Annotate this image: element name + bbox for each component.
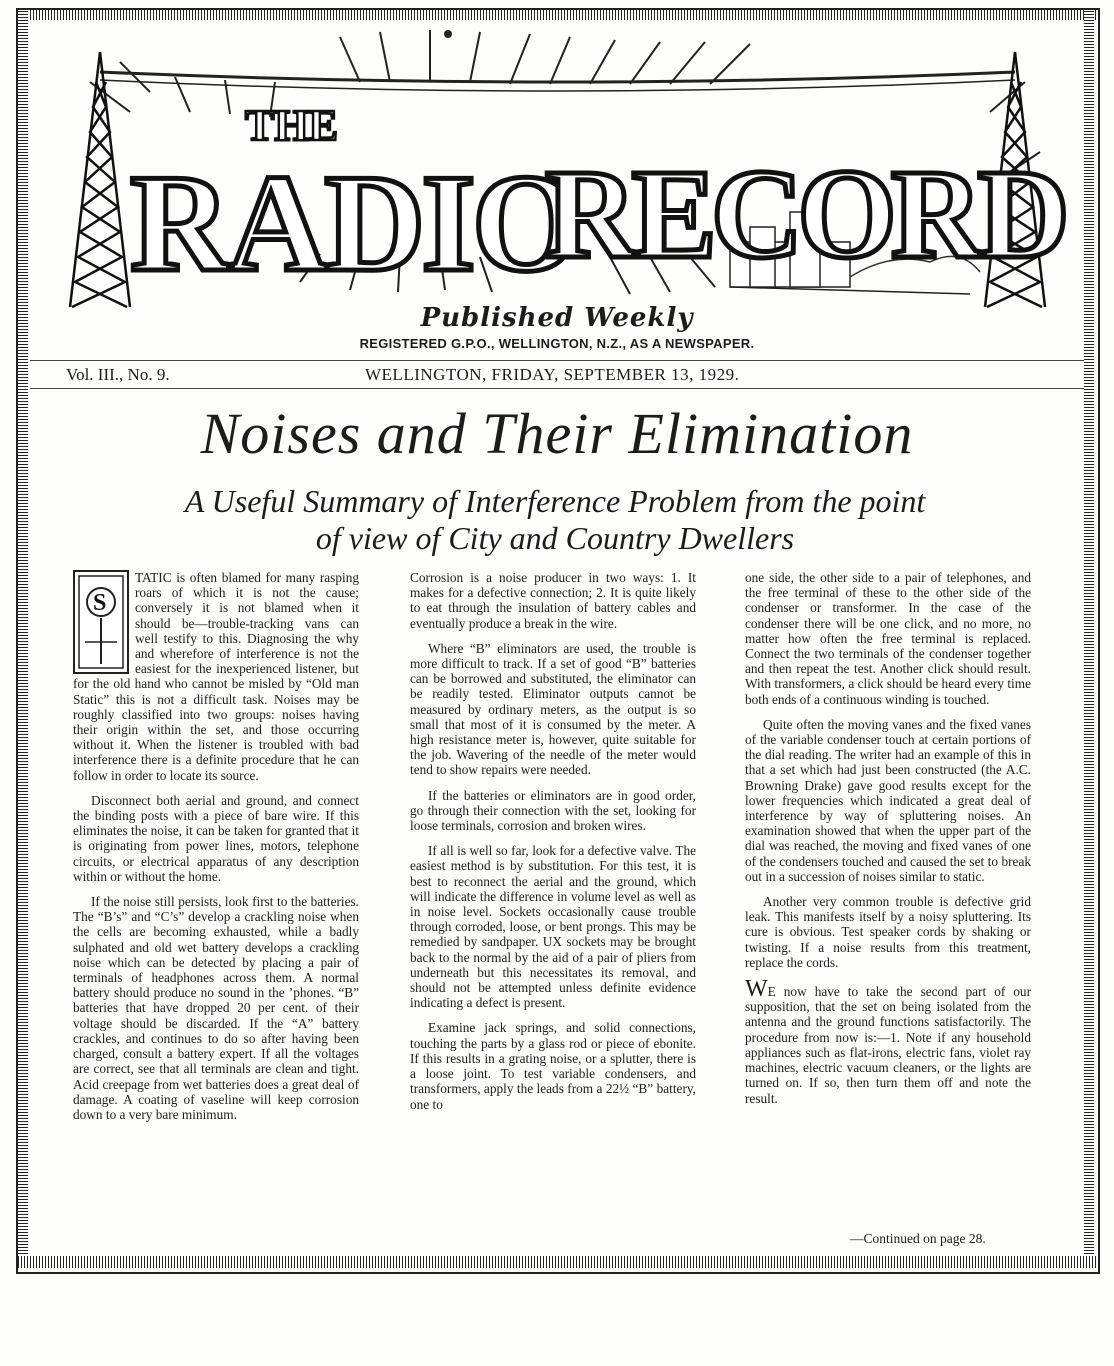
border-hatch-top — [18, 10, 1096, 20]
paragraph — [745, 976, 1031, 1106]
star-ornament — [444, 30, 452, 38]
dateline: WELLINGTON, FRIDAY, SEPTEMBER 13, 1929. — [365, 365, 740, 384]
headline: Noises and Their Elimination — [200, 401, 914, 466]
paragraph: TATIC is often blamed for many rasping roars of which it is not the cause; conversely it is not blamed when it should be—trouble-tracking vans can well testify to this. Diagnosing the why and wherefore of interference is not the easiest for the inexperienced listener, but for the old hand who cannot be misled by “Old man Static” this is not a difficult task. Noises may be roughly classified into two groups: noises having their origin within the set, and those occurring without it. When the listener is troubled with bad interference there is a definite procedure that he can follow in order to locate its source. — [73, 570, 359, 783]
left-radio-tower — [70, 52, 130, 307]
paragraph: Examine jack springs, and solid connections, touching the parts by a glass rod or piece of ebonite. If this results in a grating noise, or a splutter, there is a loose joint. To test variable condensers, and transformers, apply the leads from a 22½ “B” battery, one to — [410, 1020, 696, 1112]
paragraph: Disconnect both aerial and ground, and connect the binding posts with a piece of bare wire. If this eliminates the noise, it can be taken for granted that it is originating from power lines, motors, telephone circuits, or electrical apparatus of any description within or without the home. — [73, 792, 359, 884]
border-hatch-bottom — [18, 1256, 1096, 1268]
registered-line: REGISTERED G.P.O., WELLINGTON, N.Z., AS A NEWSPAPER. — [359, 336, 755, 351]
border-hatch-left — [18, 10, 28, 1266]
published-weekly: Published Weekly — [420, 303, 694, 333]
continued-note: —Continued on page 28. — [850, 1231, 986, 1246]
article-column-2 — [410, 570, 696, 1122]
dropcap-ornament — [73, 570, 129, 674]
paragraph: one side, the other side to a pair of telephones, and the free terminal of these to the other side of the condenser or transformer. In the case of the condenser there will be one click, and no more, no matter how often the free terminal is replaced. Connect the two terminals of the condenser together and then repeat the test. Another click should result. With transformers, a click should be heard every time both ends of a continuous winding is touched. — [745, 570, 1031, 707]
masthead — [30, 22, 1084, 312]
paragraph: Corrosion is a noise producer in two ways: 1. It makes for a defective connection; 2. It is quite likely to eat through the insulation of battery cables and eventually produce a break in the wire. — [410, 570, 696, 631]
title-record: RECORD — [545, 143, 1064, 285]
paragraph: Quite often the moving vanes and the fixed vanes of the variable condenser touch at certain portions of the dial reading. The writer had an example of this in that a set which had just been constructed (the A.C. Browning Drake) gave good results except for the lower frequencies which indicated a great deal of interference by way of spluttering noises. An examination showed that when the upper part of the dial was reached, the moving and fixed vanes of one of the condensers touched and caused the set to break out in a succession of noises similar to static. — [745, 716, 1031, 884]
article-column-1 — [73, 570, 359, 1132]
dropcap-letter: S — [93, 590, 107, 616]
masthead-title — [130, 101, 1064, 301]
paragraph: Where “B” eliminators are used, the trouble is more difficult to track. If a set of good “B” batteries can be borrowed and substituted, the eliminator can be readily tested. Eliminator outputs cannot be measured by ordinary meters, as the output is so small that most of it is consumed by the meter. A high resistance meter is, however, quite suitable for the job. Wavering of the needle of the meter would tend to show repairs were needed. — [410, 640, 696, 778]
volume-number: Vol. III., No. 9. — [66, 365, 170, 384]
article-column-3 — [745, 570, 1031, 1116]
title-the: THE — [245, 101, 338, 150]
paragraph: If the batteries or eliminators are in good order, go through their connection with the set, looking for loose terminals, corrosion and broken wires. — [410, 787, 696, 834]
title-radio: RADIO — [130, 146, 577, 301]
rule-top — [30, 360, 1084, 361]
paragraph: Another very common trouble is defective grid leak. This manifests itself by a noisy spluttering. Its cure is obvious. Test speaker cords by shaking or twisting. If a noise results from this treatment, replace the cords. — [745, 894, 1031, 970]
initial-w: W — [745, 976, 768, 1003]
subhead-line-1: A Useful Summary of Interference Problem from the point — [184, 483, 926, 519]
masthead-illustration — [30, 22, 1084, 312]
subhead — [120, 483, 990, 557]
paragraph-text: E now have to take the second part of our supposition, that the set on being isolated from the antenna and the ground functions satisfactorily. The procedure from now is:—1. Note if any household appliances such as flat-irons, electric fans, violet ray machines, electric vacuum cleaners, or the lights are turned on. If so, then turn them off and note the result. — [745, 984, 1031, 1106]
antenna-wire — [100, 72, 1015, 82]
subhead-line-2: of view of City and Country Dwellers — [315, 520, 795, 556]
border-hatch-right — [1084, 10, 1094, 1266]
paragraph: If the noise still persists, look first to the batteries. The “B’s” and “C’s” develop a crackling noise when the cells are becoming exhausted, while a badly sulphated and old wet battery develops a crackling noise which can be detected by placing a pair of terminals of headphones across them. A normal battery should produce no sound in the ’phones. “B” batteries that have dropped 20 per cent. of their voltage should be discarded. If the “A” battery crackles, and continues to do so after having been charged, consult a battery expert. If all the voltages are correct, see that all terminals are clean and tight. Acid creepage from wet batteries does a great deal of damage. A coating of vaseline will keep corrosion down to a very bare minimum. — [73, 894, 359, 1122]
rule-bottom — [30, 388, 1084, 389]
paragraph: If all is well so far, look for a defective valve. The easiest method is by substitution. For this test, it is best to reconnect the aerial and the ground, which will indicate the difference in volume level as well as in noise level. Sockets occasionally cause trouble through corroded, loose, or bent prongs. This may be remedied by sandpaper. UX sockets may be brought back to the normal by the aid of a pair of pliers from underneath but this necessitates its removal, and should not be attempted unless definite evidence indicating a defect is present. — [410, 843, 696, 1011]
